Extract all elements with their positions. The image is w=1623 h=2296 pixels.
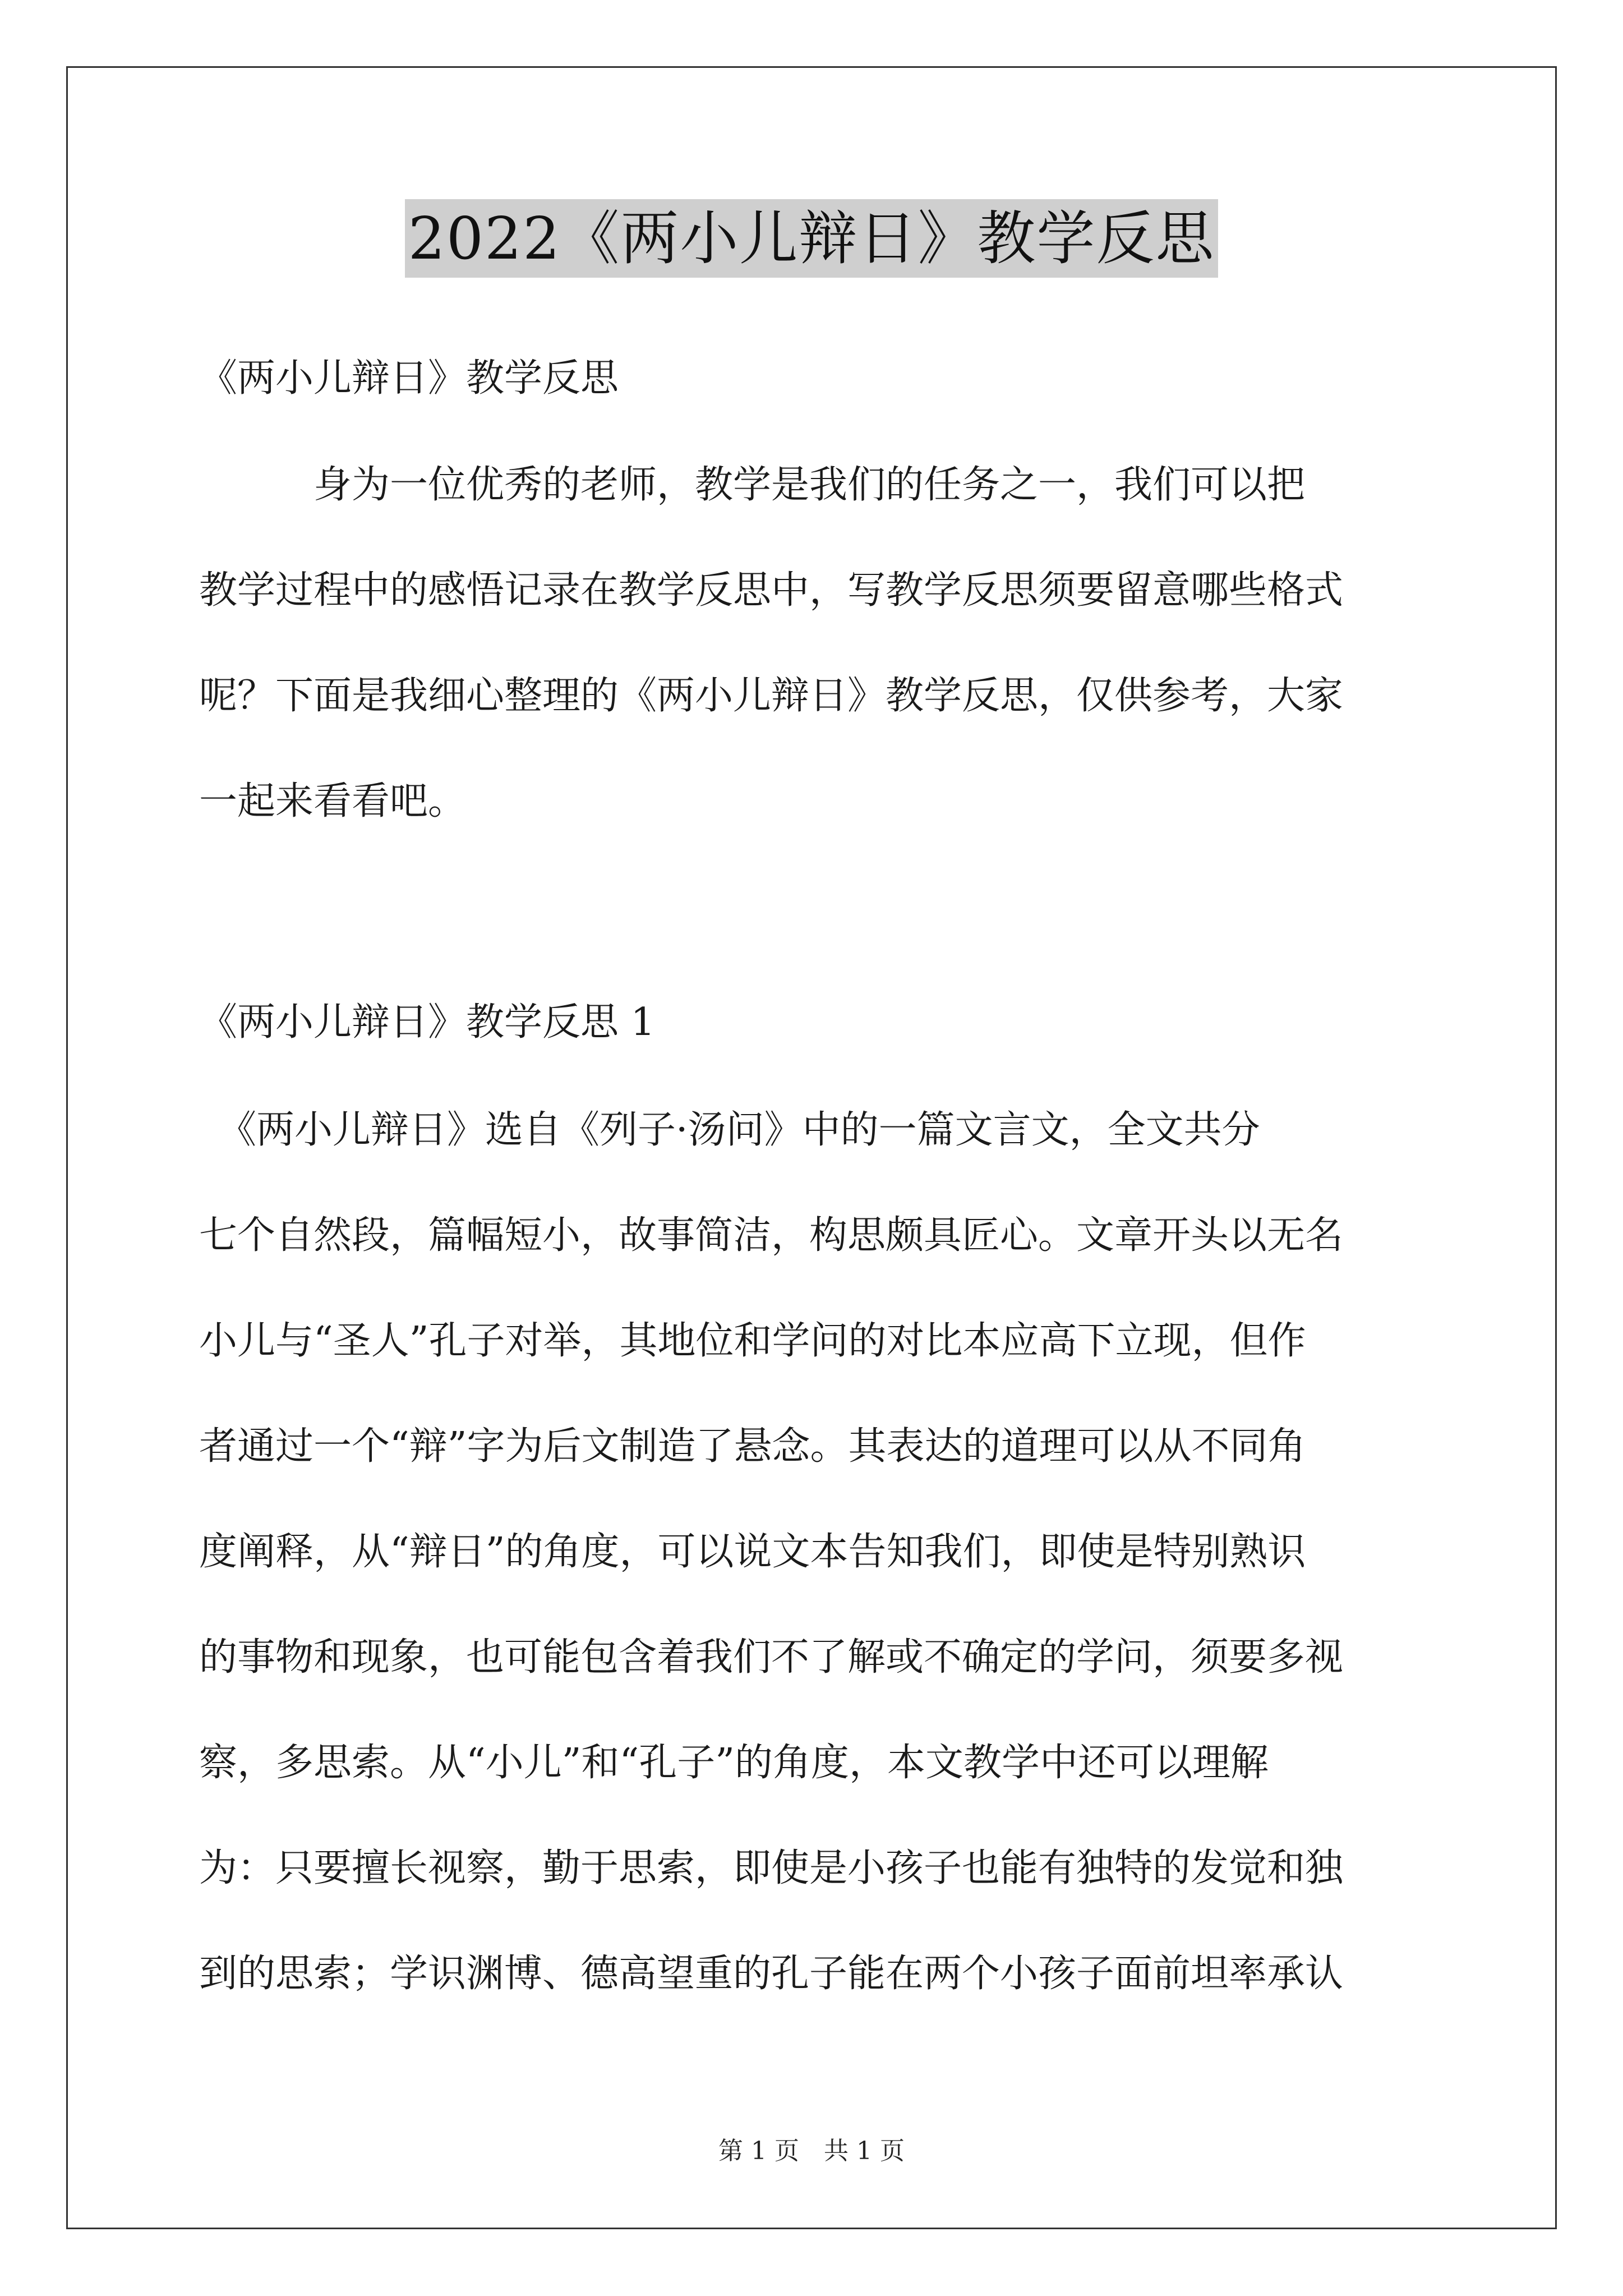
section-line: 者通过一个“辩”字为后文制造了悬念。其表达的道理可以从不同角 <box>199 1424 1306 1469</box>
section-line: 到的思索；学识渊博、德高望重的孔子能在两个小孩子面前坦率承认 <box>199 1952 1344 1996</box>
intro-line: 一起来看看吧。 <box>199 779 467 823</box>
page-footer: 第 1 页 共 1 页 <box>718 2137 905 2165</box>
intro-line: 呢？下面是我细心整理的《两小儿辩日》教学反思，仅供参考，大家 <box>199 674 1344 718</box>
section-line: 察，多思索。从“小儿”和“孔子”的角度，本文教学中还可以理解 <box>199 1741 1269 1785</box>
section-line: 的事物和现象，也可能包含着我们不了解或不确定的学问，须要多视 <box>199 1635 1344 1680</box>
section-line: 度阐释，从“辩日”的角度，可以说文本告知我们，即使是特别熟识 <box>199 1530 1306 1574</box>
section-line: 七个自然段，篇幅短小，故事简洁，构思颇具匠心。文章开头以无名 <box>199 1213 1344 1258</box>
section-line: 为：只要擅长视察，勤于思索，即使是小孩子也能有独特的发觉和独 <box>199 1846 1344 1890</box>
intro-line: 教学过程中的感悟记录在教学反思中，写教学反思须要留意哪些格式 <box>199 568 1344 613</box>
intro-heading: 《两小儿辩日》教学反思 <box>199 356 619 401</box>
title-container <box>0 199 1623 278</box>
intro-line: 身为一位优秀的老师，教学是我们的任务之一，我们可以把 <box>199 463 1306 507</box>
section-line: 小儿与“圣人”孔子对举，其地位和学问的对比本应高下立现，但作 <box>199 1319 1306 1363</box>
document-title: 2022《两小儿辩日》教学反思 <box>405 199 1219 278</box>
section-heading: 《两小儿辩日》教学反思 1 <box>199 1000 655 1045</box>
section-line: 《两小儿辩日》选自《列子·汤问》中的一篇文言文，全文共分 <box>199 1108 1260 1152</box>
